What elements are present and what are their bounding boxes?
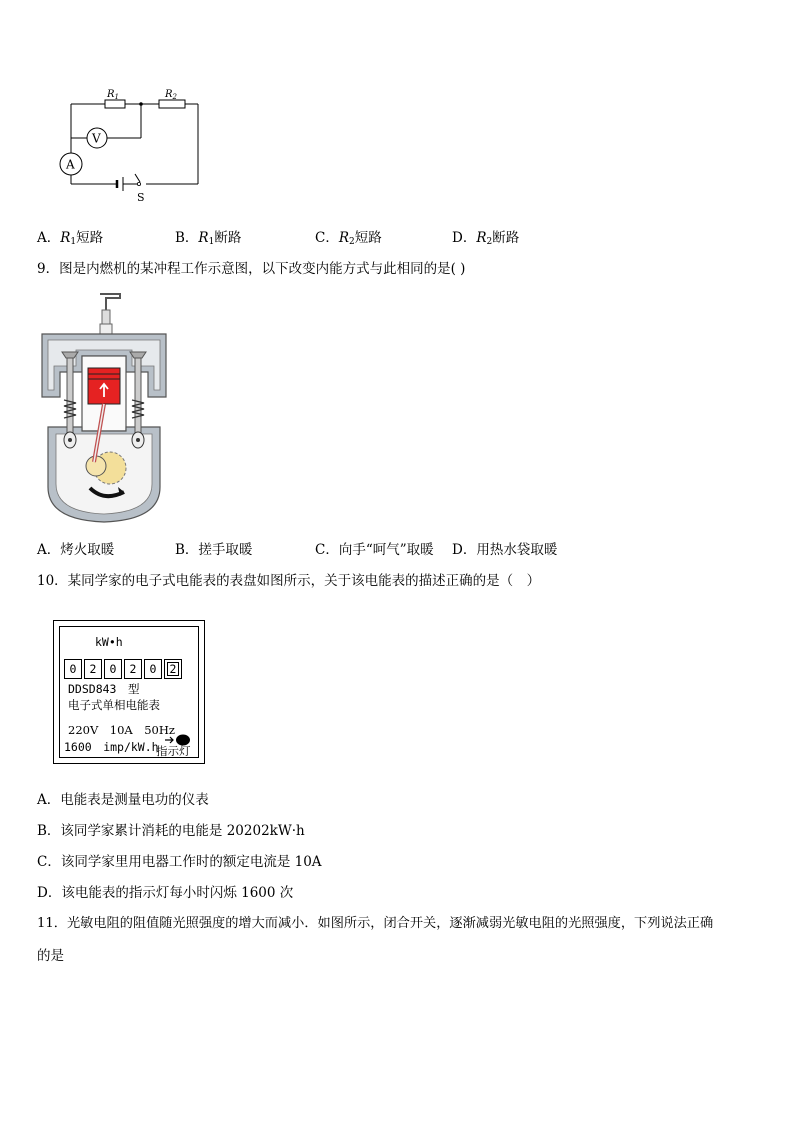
q9-option-b: B．搓手取暖 (175, 542, 253, 558)
meter-digits (64, 659, 184, 679)
meter-unit: kW•h (95, 635, 123, 649)
q8-option-b: B．$R_1$断路 (175, 230, 242, 247)
q10-stem: 10．某同学家的电子式电能表的表盘如图所示，关于该电能表的描述正确的是（ ） (37, 573, 541, 589)
meter-digit: 0 (104, 659, 122, 679)
engine-diagram (38, 292, 170, 524)
ammeter-label: A (66, 157, 75, 172)
meter-digit: 0 (64, 659, 82, 679)
meter-rating: 220V 10A 50Hz (68, 723, 175, 737)
circuit-diagram (55, 85, 215, 210)
q8-option-d: D．$R_2$断路 (452, 230, 520, 247)
meter-type: 电子式单相电能表 (68, 698, 160, 712)
r2-label: $R_2$ (165, 89, 177, 101)
q9-option-c: C．向手“呵气”取暖 (315, 542, 434, 558)
switch (135, 174, 140, 182)
meter-model: DDSD843 型 (68, 682, 140, 696)
q8-option-a: A．$R_1$短路 (37, 230, 104, 247)
meter-digit: 2 (124, 659, 142, 679)
q10-option-d: D．该电能表的指示灯每小时闪烁 1600 次 (37, 885, 294, 901)
resistor-r1 (105, 100, 125, 108)
resistor-r2 (159, 100, 185, 108)
q11-stem-line2: 的是 (37, 948, 64, 964)
r1-label: $R_1$ (107, 89, 119, 101)
voltmeter-label: V (92, 131, 101, 146)
meter-digit: 0 (144, 659, 162, 679)
q8-option-c: C．$R_2$短路 (315, 230, 382, 247)
q10-option-b: B．该同学家累计消耗的电能是 20202kW·h (37, 823, 305, 839)
meter-digit: 2 (84, 659, 102, 679)
q11-stem-line1: 11．光敏电阻的阻值随光照强度的增大而减小．如图所示，闭合开关，逐渐减弱光敏电阻的光照强度，下列说法正确 (37, 916, 714, 931)
q9-stem: 9．图是内燃机的某冲程工作示意图，以下改变内能方式与此相同的是( ) (37, 261, 466, 277)
q9-option-d: D．用热水袋取暖 (452, 542, 558, 558)
meter-digit-decimal: 2 (164, 659, 182, 679)
switch-label: S (137, 191, 145, 204)
meter-constant: 1600 imp/kW.h (64, 740, 159, 754)
q10-option-a: A．电能表是测量电功的仪表 (37, 792, 209, 808)
indicator-label: 指示灯 (156, 744, 191, 758)
q9-option-a: A．烤火取暖 (37, 542, 115, 558)
q10-option-c: C．该同学家里用电器工作时的额定电流是 10A (37, 854, 322, 870)
